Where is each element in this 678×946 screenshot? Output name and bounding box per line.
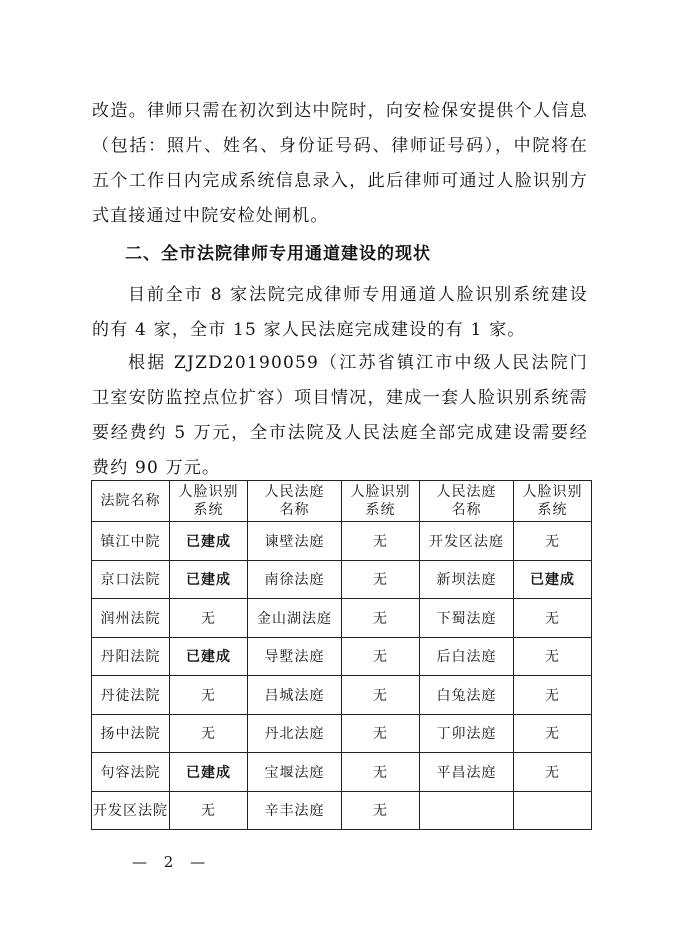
table-cell: 丹阳法院 [92,637,170,676]
table-cell: 无 [342,637,420,676]
table-cell: 导墅法庭 [248,637,342,676]
table-cell: 已建成 [170,560,248,599]
table-cell: 下蜀法庭 [420,599,514,638]
table-row [92,599,592,638]
table-cell: 京口法院 [92,560,170,599]
paragraph-status: 目前全市 8 家法院完成律师专用通道人脸识别系统建设的有 4 家，全市 15 家人民法庭完成建设的有 1 家。 [92,285,588,340]
table-cell: 无 [514,522,592,561]
table-cell: 谏壁法庭 [248,522,342,561]
table-header-row [92,481,592,522]
header-text: 法院名称 [100,493,161,509]
table-cell: 已建成 [514,560,592,599]
col-header-tribunal-name-1 [248,481,342,522]
table-cell [514,791,592,830]
paragraph-intro: 改造。律师只需在初次到达中院时，向安检保安提供个人信息（包括：照片、姓名、身份证号码、律师证号码），中院将在五个工作日内完成系统信息录入，此后律师可通过人脸识别方式直接通过中院安检处闸机。 [92,101,588,226]
table-cell: 后白法庭 [420,637,514,676]
table-cell: 已建成 [170,753,248,792]
table-cell: 无 [170,599,248,638]
table-cell: 已建成 [170,522,248,561]
header-text: 人民法庭 名称 [436,484,497,518]
table-row [92,560,592,599]
table-cell: 金山湖法庭 [248,599,342,638]
table-cell: 辛丰法庭 [248,791,342,830]
table-cell: 无 [514,637,592,676]
table-cell: 丹徒法院 [92,676,170,715]
table-cell: 无 [170,791,248,830]
table-cell: 无 [342,791,420,830]
col-header-tribunal-name-2 [420,481,514,522]
table-row [92,522,592,561]
table-cell: 无 [342,714,420,753]
table-body [92,522,592,830]
table-cell: 无 [514,676,592,715]
court-face-recognition-table [91,480,592,830]
col-header-court-name [92,481,170,522]
table-row [92,714,592,753]
table-cell: 吕城法庭 [248,676,342,715]
paragraph-budget: 根据 ZJZD20190059（江苏省镇江市中级人民法院门卫室安防监控点位扩容）项目情况，建成一套人脸识别系统需要经费约 5 万元，全市法院及人民法庭全部完成建设需要经费约 90 万元。 [92,353,588,478]
header-text: 人脸识别 系统 [178,484,239,518]
table-cell: 无 [514,753,592,792]
header-text: 人民法庭 名称 [264,484,325,518]
table-cell: 句容法院 [92,753,170,792]
table-cell: 无 [342,599,420,638]
table-cell: 无 [342,753,420,792]
table-cell: 无 [342,676,420,715]
table-row [92,791,592,830]
table-cell: 丁卯法庭 [420,714,514,753]
table-cell: 无 [342,560,420,599]
col-header-face-system-1 [170,481,248,522]
col-header-face-system-2 [342,481,420,522]
table-cell: 无 [514,714,592,753]
table-row [92,753,592,792]
table-cell: 扬中法院 [92,714,170,753]
table-cell: 无 [170,714,248,753]
header-text: 人脸识别 系统 [522,484,583,518]
col-header-face-system-3 [514,481,592,522]
table-row [92,637,592,676]
table-cell [420,791,514,830]
table-cell: 无 [342,522,420,561]
table-cell: 宝堰法庭 [248,753,342,792]
table-row [92,676,592,715]
table-cell: 无 [170,676,248,715]
section-heading: 二、全市法院律师专用通道建设的现状 [125,244,431,264]
table-cell: 白兔法庭 [420,676,514,715]
table-cell: 无 [514,599,592,638]
table-cell: 平昌法庭 [420,753,514,792]
table-cell: 南徐法庭 [248,560,342,599]
table-cell: 开发区法院 [92,791,170,830]
table-cell: 新坝法庭 [420,560,514,599]
table-cell: 开发区法庭 [420,522,514,561]
header-text: 人脸识别 系统 [350,484,411,518]
table-cell: 润州法院 [92,599,170,638]
table-cell: 丹北法庭 [248,714,342,753]
table-cell: 已建成 [170,637,248,676]
page-number: — 2 — [132,853,212,871]
table-cell: 镇江中院 [92,522,170,561]
